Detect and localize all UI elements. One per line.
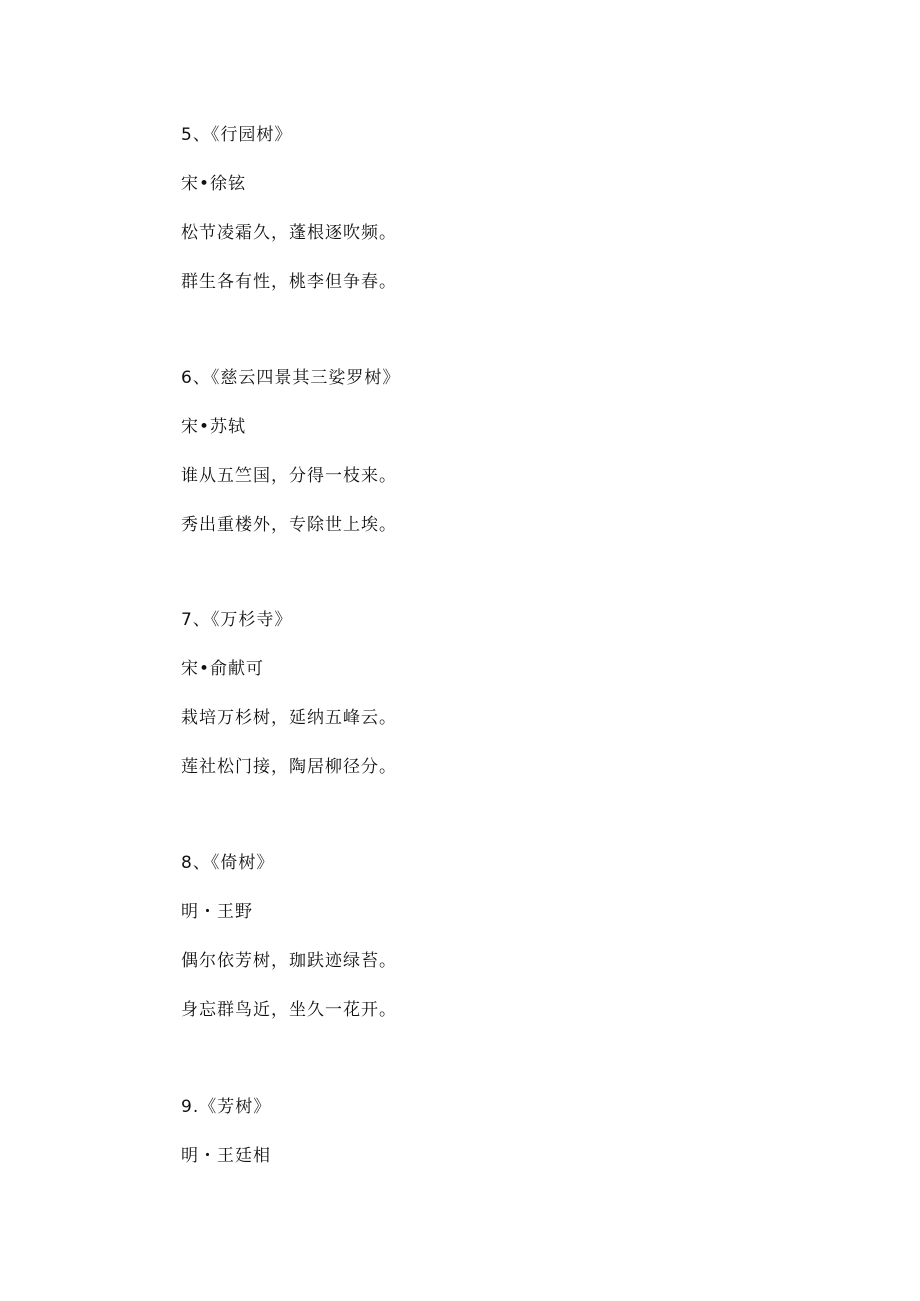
poem-5	[181, 124, 781, 320]
poem-7	[181, 609, 781, 805]
poem-9	[181, 1096, 781, 1194]
poem-line: 群生各有性，桃李但争春。	[181, 272, 397, 292]
poem-8	[181, 852, 781, 1048]
poem-author: 明・王野	[181, 902, 253, 922]
poem-author: 明・王廷相	[181, 1146, 271, 1166]
poem-title: 9.《芳树》	[181, 1097, 272, 1117]
poem-title: 7、《万杉寺》	[181, 610, 293, 630]
poem-line: 谁从五竺国，分得一枝来。	[181, 466, 397, 486]
poem-author: 宋•徐铉	[181, 174, 247, 194]
poem-title: 6、《慈云四景其三娑罗树》	[181, 368, 401, 388]
poem-author: 宋•俞献可	[181, 659, 265, 679]
poem-line: 偶尔依芳树，珈趺迹绿苔。	[181, 951, 397, 971]
poem-line: 莲社松门接，陶居柳径分。	[181, 757, 397, 777]
poem-title: 5、《行园树》	[181, 125, 293, 145]
poem-line: 秀出重楼外，专除世上埃。	[181, 515, 397, 535]
poem-line: 栽培万杉树，延纳五峰云。	[181, 708, 397, 728]
poem-line: 身忘群鸟近，坐久一花开。	[181, 1000, 397, 1020]
poem-author: 宋•苏轼	[181, 417, 247, 437]
poem-line: 松节凌霜久，蓬根逐吹频。	[181, 223, 397, 243]
poem-title: 8、《倚树》	[181, 853, 275, 873]
poem-6	[181, 367, 781, 563]
